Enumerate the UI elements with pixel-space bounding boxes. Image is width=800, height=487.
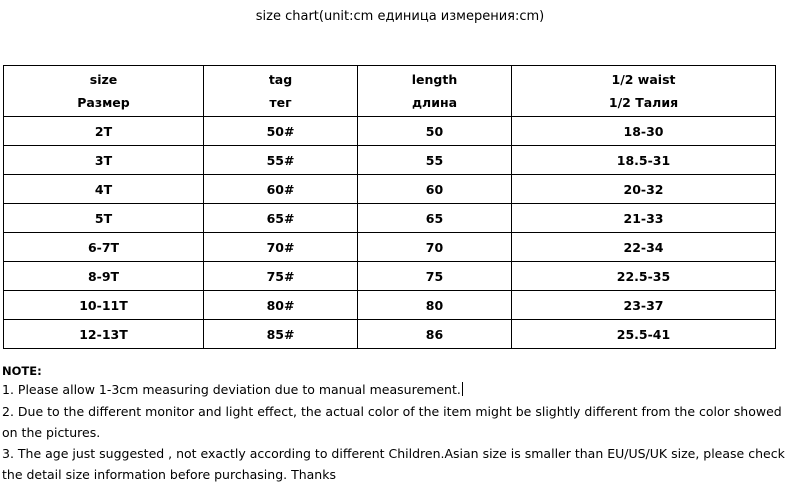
cell-waist: 22-34 (512, 233, 776, 262)
cell-size: 6-7T (4, 233, 204, 262)
page-title: size chart(unit:cm единица измерения:cm) (255, 9, 545, 24)
cell-size: 3T (4, 146, 204, 175)
cell-size: 5T (4, 204, 204, 233)
header-label-en: size (89, 72, 118, 87)
header-label-en: length (411, 72, 458, 87)
note-item-1 (2, 379, 800, 400)
table-row (4, 233, 776, 262)
header-cell-waist (512, 66, 776, 117)
table-row (4, 146, 776, 175)
cell-waist: 23-37 (512, 291, 776, 320)
cell-waist: 18-30 (512, 117, 776, 146)
table-row (4, 204, 776, 233)
header-cell-size (4, 66, 204, 117)
cell-tag: 70# (204, 233, 358, 262)
cell-tag: 80# (204, 291, 358, 320)
cell-size: 10-11T (4, 291, 204, 320)
cell-tag: 85# (204, 320, 358, 349)
size-chart-table (3, 65, 776, 349)
cell-length: 65 (358, 204, 512, 233)
note-item-3: 3. The age just suggested , not exactly according to different Children.Asian size is smaller than EU/US/UK size, please check the detail size information before purchasing. Thanks (2, 446, 785, 482)
cell-tag: 60# (204, 175, 358, 204)
header-label-ru: Размер (77, 95, 130, 110)
cell-waist: 18.5-31 (512, 146, 776, 175)
cell-waist: 20-32 (512, 175, 776, 204)
cell-length: 75 (358, 262, 512, 291)
cell-waist: 21-33 (512, 204, 776, 233)
header-label-en: tag (268, 72, 293, 87)
header-cell-length (358, 66, 512, 117)
notes-label: NOTE: (2, 364, 42, 378)
table-row (4, 291, 776, 320)
cell-tag: 50# (204, 117, 358, 146)
cell-waist: 25.5-41 (512, 320, 776, 349)
cell-waist: 22.5-35 (512, 262, 776, 291)
cell-size: 12-13T (4, 320, 204, 349)
table-row (4, 262, 776, 291)
table-row (4, 117, 776, 146)
cell-size: 8-9T (4, 262, 204, 291)
cell-length: 86 (358, 320, 512, 349)
cell-size: 4T (4, 175, 204, 204)
cell-length: 80 (358, 291, 512, 320)
note-text: 1. Please allow 1-3cm measuring deviation due to manual measurement. (2, 382, 461, 397)
header-label-ru: тег (269, 95, 292, 110)
cell-length: 60 (358, 175, 512, 204)
cell-tag: 75# (204, 262, 358, 291)
text-cursor (462, 382, 463, 396)
cell-length: 70 (358, 233, 512, 262)
cell-size: 2T (4, 117, 204, 146)
header-label-ru: 1/2 Талия (608, 95, 679, 110)
table-row (4, 320, 776, 349)
header-label-en: 1/2 waist (611, 72, 676, 87)
header-cell-tag (204, 66, 358, 117)
note-item-2: 2. Due to the different monitor and light effect, the actual color of the item might be slightly different from the color showed on the pictures. (2, 404, 782, 440)
cell-tag: 55# (204, 146, 358, 175)
table-row (4, 175, 776, 204)
table-header-row (4, 66, 776, 117)
header-label-ru: длина (411, 95, 458, 110)
cell-length: 55 (358, 146, 512, 175)
cell-length: 50 (358, 117, 512, 146)
notes-section (2, 363, 800, 485)
cell-tag: 65# (204, 204, 358, 233)
